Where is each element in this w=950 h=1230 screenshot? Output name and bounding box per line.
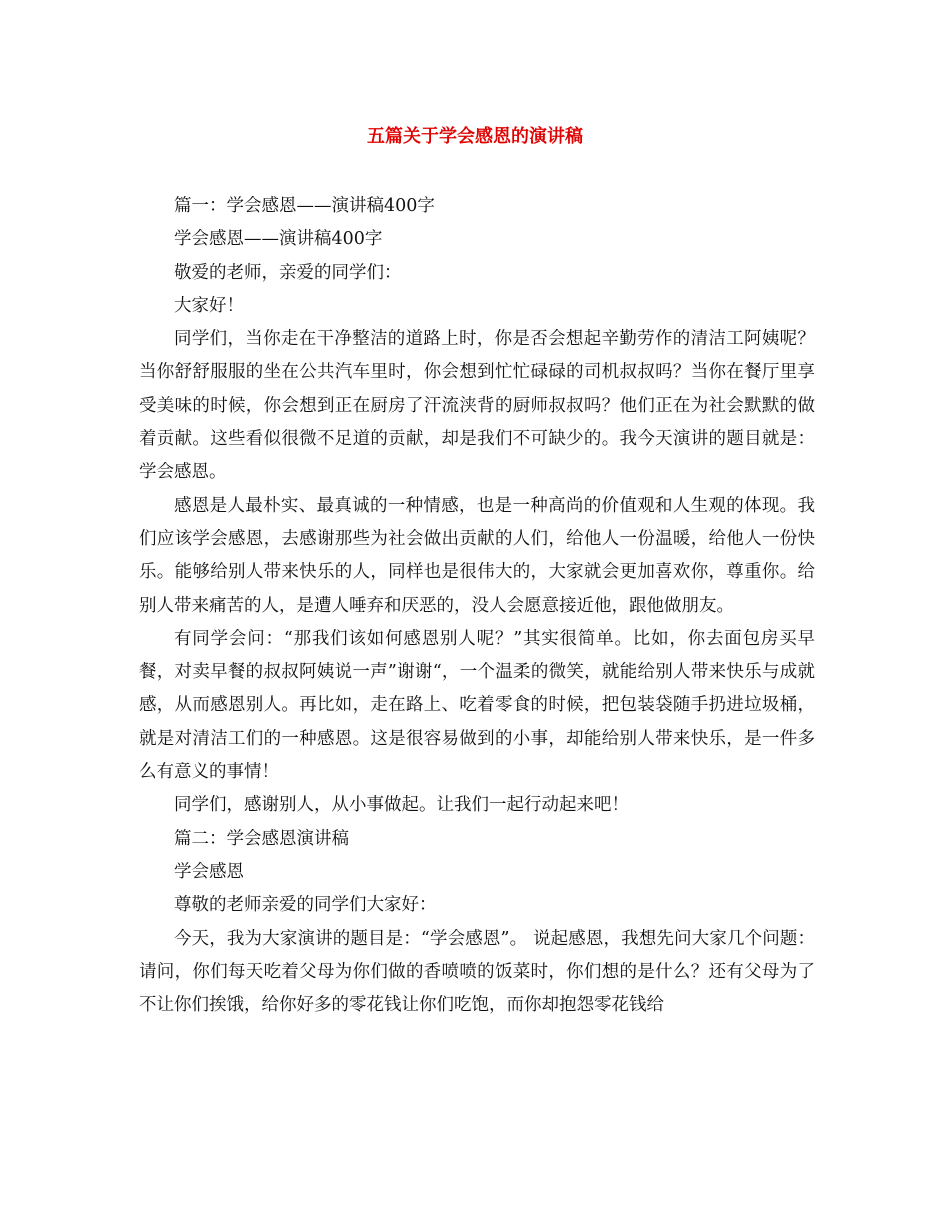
paragraph-body: 有同学会问：“那我们该如何感恩别人呢？”其实很简单。比如，你去面包房买早餐，对卖早餐的叔叔阿姨说一声”谢谢“，一个温柔的微笑，就能给别人带来快乐与成就感，从而感恩别人。再比如，走在路上、吃着零食的时候，把包装袋随手扔进垃圾桶，就是对清洁工们的一种感恩。这是很容易做到的小事，却能给别人带来快乐，是一件多么有意义的事情！ [139,628,815,783]
paragraph-body: 同学们，感谢别人，从小事做起。让我们一起行动起来吧！ [174,795,629,816]
paragraph-body: 同学们，当你走在干净整洁的道路上时，你是否会想起辛勤劳作的清洁工阿姨呢？当你舒舒服服的坐在公共汽车里时，你会想到忙忙碌碌的司机叔叔吗？当你在餐厅里享受美味的时候，你会想到正在厨房了汗流浃背的厨师叔叔吗？他们正在为社会默默的做着贡献。这些看似很微不足道的贡献，却是我们不可缺少的。我今天演讲的题目就是：学会感恩。 [139,329,815,483]
paragraph-hello: 大家好！ [174,295,244,316]
paragraph-section1-heading: 篇一：学会感恩——演讲稿400字 [174,196,435,216]
paragraph-body: 感恩是人最朴实、最真诚的一种情感，也是一种高尚的价值观和人生观的体现。我们应该学会感恩，去感谢那些为社会做出贡献的人们，给他人一份温暖，给他人一份快乐。能够给别人带来快乐的人，同样也是很伟大的，大家就会更加喜欢你，尊重你。给别人带来痛苦的人，是遭人唾弃和厌恶的，没人会愿意接近他，跟他做朋友。 [139,495,815,616]
paragraph-section2-subtitle: 学会感恩 [174,861,244,882]
document-title: 五篇关于学会感恩的演讲稿 [367,126,583,147]
paragraph-body: 今天，我为大家演讲的题目是：“学会感恩”。 说起感恩，我想先问大家几个问题：请问，你们每天吃着父母为你们做的香喷喷的饭菜时，你们想的是什么？还有父母为了不让你们挨饿，给你好多的零花钱让你们吃饱，而你却抱怨零花钱给 [139,928,815,1016]
paragraph-greeting: 敬爱的老师，亲爱的同学们： [174,262,402,283]
paragraph-greeting: 尊敬的老师亲爱的同学们大家好： [174,895,437,916]
paragraph-section1-subtitle: 学会感恩——演讲稿400字 [174,229,383,250]
paragraph-section2-heading: 篇二：学会感恩演讲稿 [174,828,349,849]
document-body [139,190,815,1022]
